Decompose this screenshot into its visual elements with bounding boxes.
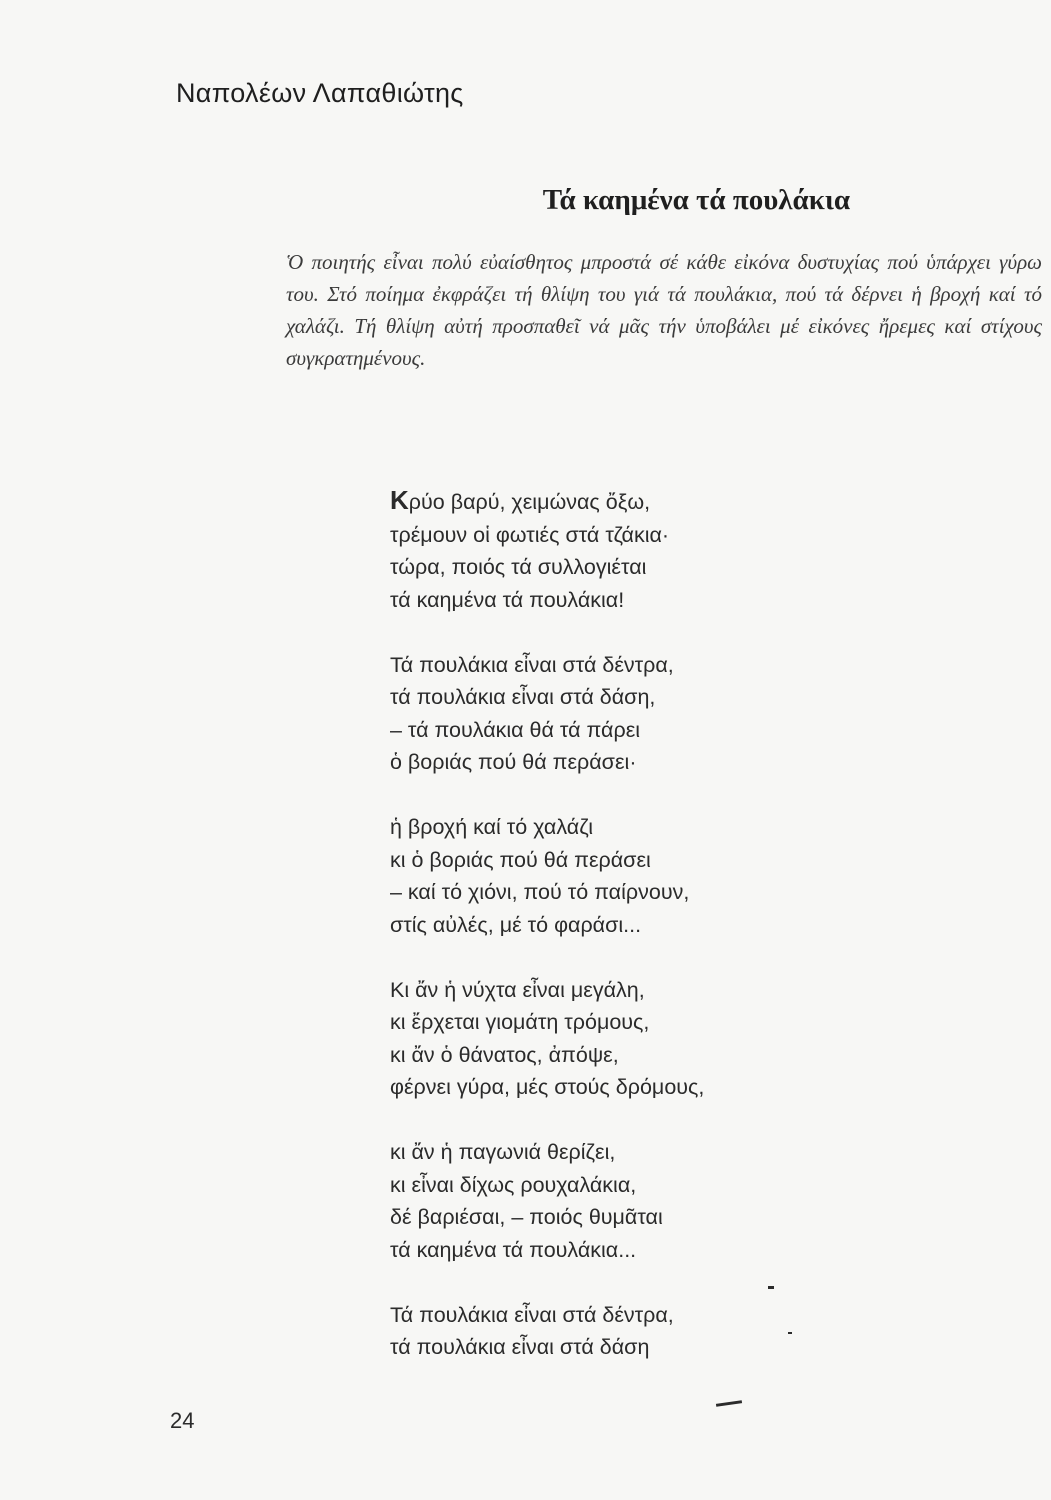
- stanza-1: [390, 484, 850, 616]
- poem-line: κι ἄν ὁ θάνατος, ἀπόψε,: [390, 1042, 619, 1067]
- poem-line: δέ βαριέσαι, – ποιός θυμᾶται: [390, 1205, 663, 1229]
- stanza-2: [390, 649, 850, 779]
- poem-line: τρέμουν οἱ φωτιές στά τζάκια·: [390, 522, 670, 547]
- poem-line-text: ρύο βαρύ, χειμώνας ὄξω,: [408, 490, 651, 514]
- stanza-6: [390, 1299, 850, 1364]
- poem-line: κι εἶναι δίχως ρουχαλάκια,: [390, 1172, 637, 1197]
- poem-line: – τά πουλάκια θά τά πάρει: [390, 717, 641, 742]
- stanza-3: [390, 811, 850, 941]
- poem-line: κι ὁ βοριάς πού θά περάσει: [390, 847, 651, 872]
- poem-line: Τά πουλάκια εἶναι στά δέντρα,: [390, 1302, 674, 1327]
- poem-line: Τά πουλάκια εἶναι στά δέντρα,: [390, 652, 674, 677]
- poem-line: τά καημένα τά πουλάκια...: [390, 1237, 637, 1262]
- poem-title: Τά καημένα τά πουλάκια: [542, 184, 850, 216]
- ink-smudge: [788, 1332, 792, 1334]
- author-name: Ναπολέων Λαπαθιώτης: [176, 78, 464, 108]
- poem-line: ἡ βροχή καί τό χαλάζι: [390, 815, 594, 839]
- poem-line: [390, 484, 850, 519]
- poem-line: κι ἔρχεται γιομάτη τρόμους,: [390, 1010, 650, 1034]
- poem-body: [390, 484, 850, 1396]
- intro-paragraph: Ὁ ποιητής εἶναι πολύ εὐαίσθητος μπροστά σέ κάθε εἰκόνα δυστυχίας πού ὑπάρχει γύρω του. Στό ποίημα ἐκφράζει τή θλίψη του γιά τά πουλάκια, πού τά δέρνει ἡ βροχή καί τό χαλάζι. Τή θλίψη αὐτή προσπαθεῖ νά μᾶς τήν ὑποβάλει μέ εἰκόνες ἤρεμες καί στίχους συγκρατημένους.: [286, 250, 1042, 370]
- poem-line: τά πουλάκια εἶναι στά δάση,: [390, 685, 656, 709]
- poem-line: φέρνει γύρα, μές στούς δρόμους,: [390, 1075, 705, 1099]
- drop-cap: Κ: [390, 485, 409, 515]
- poem-line: στίς αὐλές, μέ τό φαράσι...: [390, 912, 642, 937]
- poem-line: τά καημένα τά πουλάκια!: [390, 587, 625, 612]
- poem-line: – καί τό χιόνι, πού τό παίρνουν,: [390, 880, 690, 904]
- stanza-4: [390, 974, 850, 1104]
- ink-smudge: [716, 1400, 742, 1407]
- ink-smudge: [768, 1286, 774, 1289]
- poem-line: κι ἄν ἡ παγωνιά θερίζει,: [390, 1140, 616, 1164]
- poem-line: Κι ἄν ἡ νύχτα εἶναι μεγάλη,: [390, 977, 645, 1002]
- poem-line: τά πουλάκια εἶναι στά δάση: [390, 1335, 650, 1359]
- page-number: 24: [170, 1408, 195, 1433]
- stanza-5: [390, 1136, 850, 1266]
- poem-line: ὁ βοριάς πού θά περάσει·: [390, 750, 637, 774]
- poem-line: τώρα, ποιός τά συλλογιέται: [390, 555, 647, 579]
